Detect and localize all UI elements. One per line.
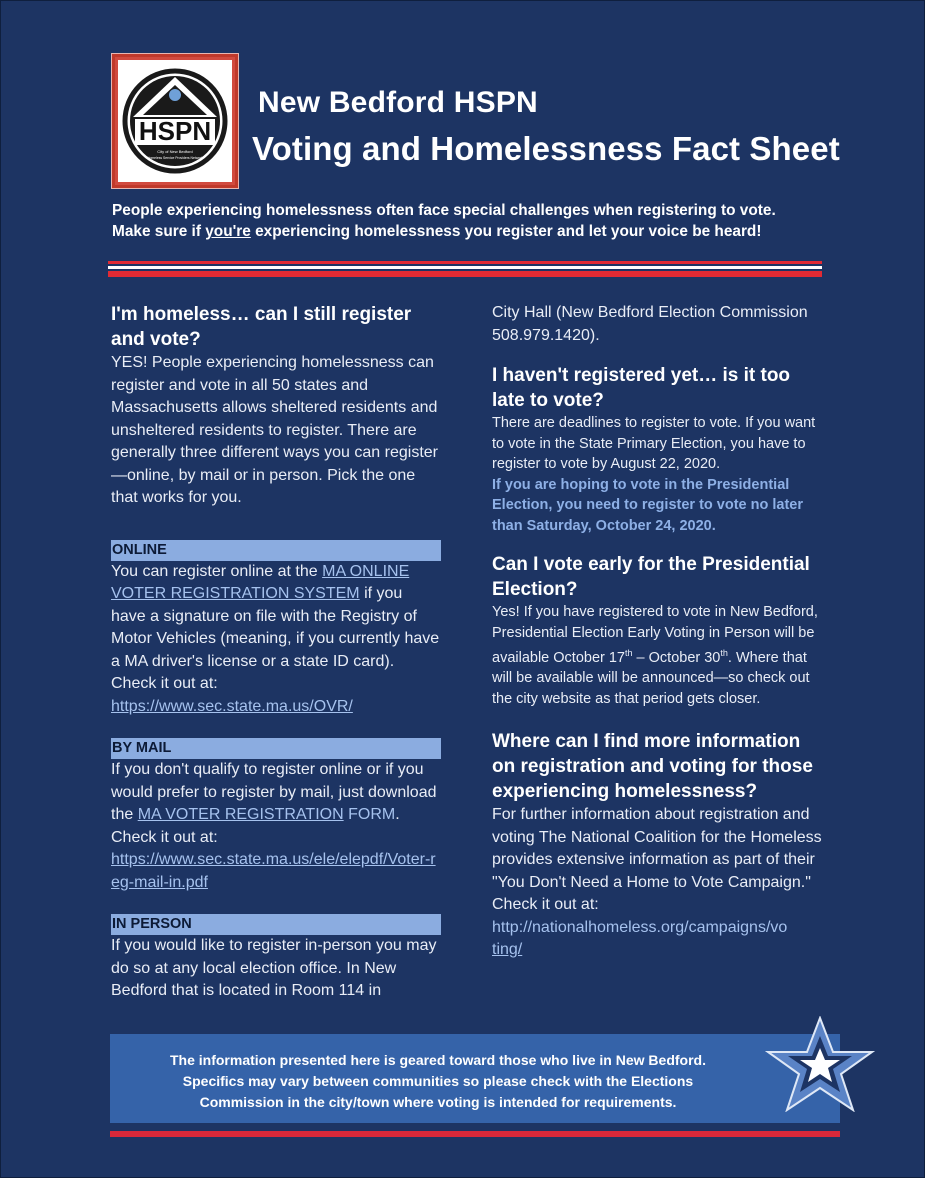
svg-text:City of New Bedford: City of New Bedford [157, 149, 193, 154]
q2-heading: I haven't registered yet… is it too late to vote? [492, 365, 791, 411]
ma-voter-registration-form-link[interactable]: MA VOTER REGISTRATION [137, 806, 344, 823]
ovr-url-link[interactable]: https://www.sec.state.ma.us/OVR/ [111, 697, 353, 715]
in-person-section-label: IN PERSON [111, 914, 441, 935]
by-mail-section-label: BY MAIL [111, 738, 441, 759]
footer-line-3: Commission in the city/town where voting is intended for requirements. [199, 1094, 677, 1110]
hspn-logo-icon [121, 65, 229, 177]
right-column [492, 302, 824, 962]
nationalhomeless-url-link-line2[interactable]: ting/ [492, 941, 523, 959]
intro-text [112, 200, 832, 242]
header-divider-red-top [108, 261, 822, 264]
title-line-1: New Bedford HSPN [258, 86, 538, 119]
footer-notice-text [118, 1050, 758, 1113]
nationalhomeless-url-link-line1[interactable]: http://nationalhomeless.org/campaigns/vo [492, 918, 788, 936]
intro-underlined-word: you're [205, 223, 251, 240]
svg-text:Homeless Service Providers Net: Homeless Service Providers Network [147, 156, 203, 160]
q3-body: Yes! If you have registered to vote in New Bedford, Presidential Election Early Voting in Person will be available October 17th – October 30th. Where that will be available will be announced—so check out the city website as that period gets closer. [492, 604, 818, 707]
in-person-body: If you would like to register in-person you may do so at any local election office. In New Bedford that is located in Room 114 in [111, 937, 437, 999]
q1-body: YES! People experiencing homelessness can register and vote in all 50 states and Massachusetts allows sheltered residents and unsheltered residents to register. There are generally three different ways you can register—online, by mail or in person. Pick the one that works for you. [111, 354, 438, 506]
mail-in-pdf-url-link[interactable]: https://www.sec.state.ma.us/ele/elepdf/Voter-reg-mail-in.pdf [111, 851, 436, 891]
star-icon [764, 1016, 876, 1112]
by-mail-body: If you don't qualify to register online or if you would prefer to register by mail, just download the MA VOTER REGISTRATION FORM. Check it out at: https://www.sec.state.ma.us/ele/elepdf/Voter-reg-mail-in.pdf [111, 761, 437, 891]
footer-line-2: Specifics may vary between communities so please check with the Elections [182, 1073, 694, 1089]
left-column [111, 302, 441, 1003]
header-divider-white [108, 266, 822, 269]
online-body: You can register online at the MA ONLINE VOTER REGISTRATION SYSTEM if you have a signature on file with the Registry of Motor Vehicles (meaning, if you currently have a MA driver's license or a state ID card). Check it out at: https://www.sec.state.ma.us/OVR/ [111, 562, 440, 715]
footer-line-1: The information presented here is geared toward those who live in New Bedford. [170, 1052, 706, 1068]
q2-body: There are deadlines to register to vote. If you want to vote in the State Primary Election, you have to register to vote by August 22, 2020. [492, 415, 816, 472]
q1-heading: I'm homeless… can I still register and vote? [111, 304, 412, 350]
header-divider-red-bottom [108, 271, 822, 277]
q4-heading: Where can I find more information on registration and voting for those experiencing homelessness? [492, 731, 813, 803]
online-section-label: ONLINE [111, 540, 441, 561]
hspn-logo [112, 54, 238, 188]
q2-deadline-highlight: If you are hoping to vote in the Presidential Election, you need to register to vote no later than Saturday, October 24, 2020. [492, 476, 803, 534]
intro-line-2: Make sure if you're experiencing homelessness you register and let your voice be heard! [112, 223, 762, 240]
q4-url [492, 917, 824, 962]
footer-divider-red [110, 1131, 840, 1137]
ma-online-voter-registration-link[interactable]: MA ONLINE VOTER REGISTRATION SYSTEM [111, 562, 410, 602]
intro-line-1: People experiencing homelessness often face special challenges when registering to vote. [112, 202, 776, 219]
q3-heading: Can I vote early for the Presidential Election? [492, 554, 810, 600]
logo-hspn-text: HSPN [138, 116, 212, 146]
q4-body: For further information about registration and voting The National Coalition for the Homeless provides extensive information as part of their "You Don't Need a Home to Vote Campaign." Check it out at: [492, 806, 822, 914]
in-person-continued: City Hall (New Bedford Election Commission 508.979.1420). [492, 304, 808, 344]
title-line-2: Voting and Homelessness Fact Sheet [252, 130, 840, 167]
